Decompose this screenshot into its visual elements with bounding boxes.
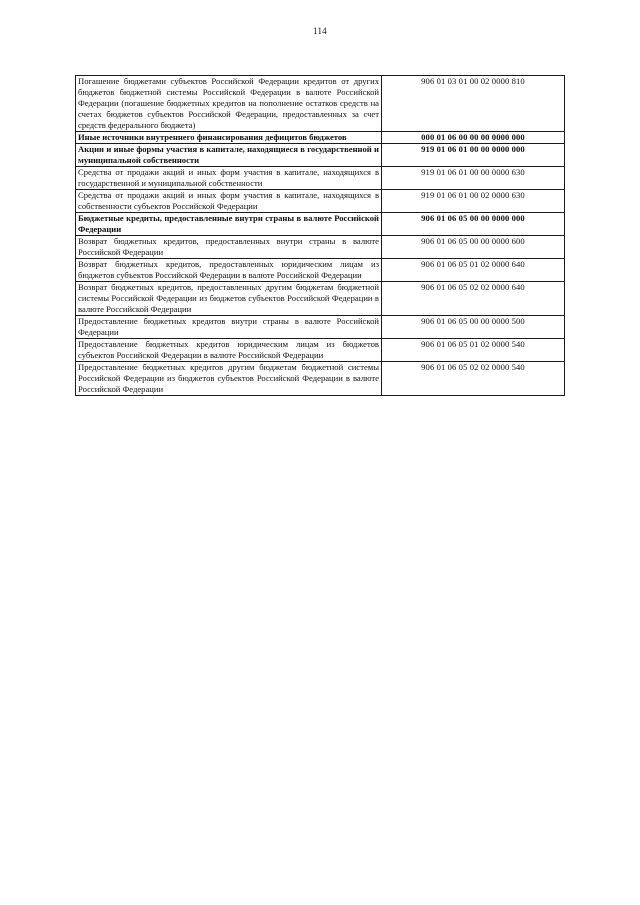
row-code: 906 01 06 05 02 02 0000 540 bbox=[382, 362, 565, 396]
row-name: Возврат бюджетных кредитов, предоставленных другим бюджетам бюджетной системы Российской Федерации из бюджетов субъектов Российской Федерации в валюте Российской Федерации bbox=[76, 282, 382, 316]
row-code: 000 01 06 00 00 00 0000 000 bbox=[382, 132, 565, 144]
table-row bbox=[76, 339, 565, 362]
table-row bbox=[76, 362, 565, 396]
budget-sources-table bbox=[75, 75, 565, 396]
row-code: 906 01 06 05 01 02 0000 640 bbox=[382, 259, 565, 282]
table-row bbox=[76, 144, 565, 167]
row-name: Средства от продажи акций и иных форм участия в капитале, находящихся в государственной и муниципальной собственности bbox=[76, 167, 382, 190]
row-name: Возврат бюджетных кредитов, предоставленных юридическим лицам из бюджетов субъектов Российской Федерации в валюте Российской Федерации bbox=[76, 259, 382, 282]
row-code: 906 01 06 05 01 02 0000 540 bbox=[382, 339, 565, 362]
row-name: Погашение бюджетами субъектов Российской Федерации кредитов от других бюджетов бюджетной системы Российской Федерации в валюте Российской Федерации (погашение бюджетных кредитов на пополнение остатков средств на счетах бюджетов субъектов Российской Федерации, предоставленных за счет средств федерального бюджета) bbox=[76, 76, 382, 132]
table-row bbox=[76, 236, 565, 259]
table-row bbox=[76, 282, 565, 316]
row-name: Предоставление бюджетных кредитов другим бюджетам бюджетной системы Российской Федерации из бюджетов субъектов Российской Федерации в валюте Российской Федерации bbox=[76, 362, 382, 396]
row-code: 919 01 06 01 00 00 0000 630 bbox=[382, 167, 565, 190]
row-name: Иные источники внутреннего финансирования дефицитов бюджетов bbox=[76, 132, 382, 144]
row-code: 906 01 06 05 00 00 0000 600 bbox=[382, 236, 565, 259]
row-name: Акции и иные формы участия в капитале, находящиеся в государственной и муниципальной собственности bbox=[76, 144, 382, 167]
row-code: 919 01 06 01 00 00 0000 000 bbox=[382, 144, 565, 167]
table-row bbox=[76, 259, 565, 282]
table-row bbox=[76, 132, 565, 144]
row-name: Средства от продажи акций и иных форм участия в капитале, находящихся в собственности субъектов Российской Федерации bbox=[76, 190, 382, 213]
row-code: 906 01 06 05 02 02 0000 640 bbox=[382, 282, 565, 316]
row-code: 906 01 06 05 00 00 0000 500 bbox=[382, 316, 565, 339]
row-name: Предоставление бюджетных кредитов юридическим лицам из бюджетов субъектов Российской Федерации в валюте Российской Федерации bbox=[76, 339, 382, 362]
row-code: 906 01 03 01 00 02 0000 810 bbox=[382, 76, 565, 132]
row-name: Возврат бюджетных кредитов, предоставленных внутри страны в валюте Российской Федерации bbox=[76, 236, 382, 259]
table-row bbox=[76, 190, 565, 213]
table-row bbox=[76, 167, 565, 190]
table-row bbox=[76, 213, 565, 236]
row-name: Предоставление бюджетных кредитов внутри страны в валюте Российской Федерации bbox=[76, 316, 382, 339]
row-code: 906 01 06 05 00 00 0000 000 bbox=[382, 213, 565, 236]
row-name: Бюджетные кредиты, предоставленные внутри страны в валюте Российской Федерации bbox=[76, 213, 382, 236]
table-row bbox=[76, 316, 565, 339]
page-number: 114 bbox=[313, 26, 327, 36]
table-row bbox=[76, 76, 565, 132]
row-code: 919 01 06 01 00 02 0000 630 bbox=[382, 190, 565, 213]
